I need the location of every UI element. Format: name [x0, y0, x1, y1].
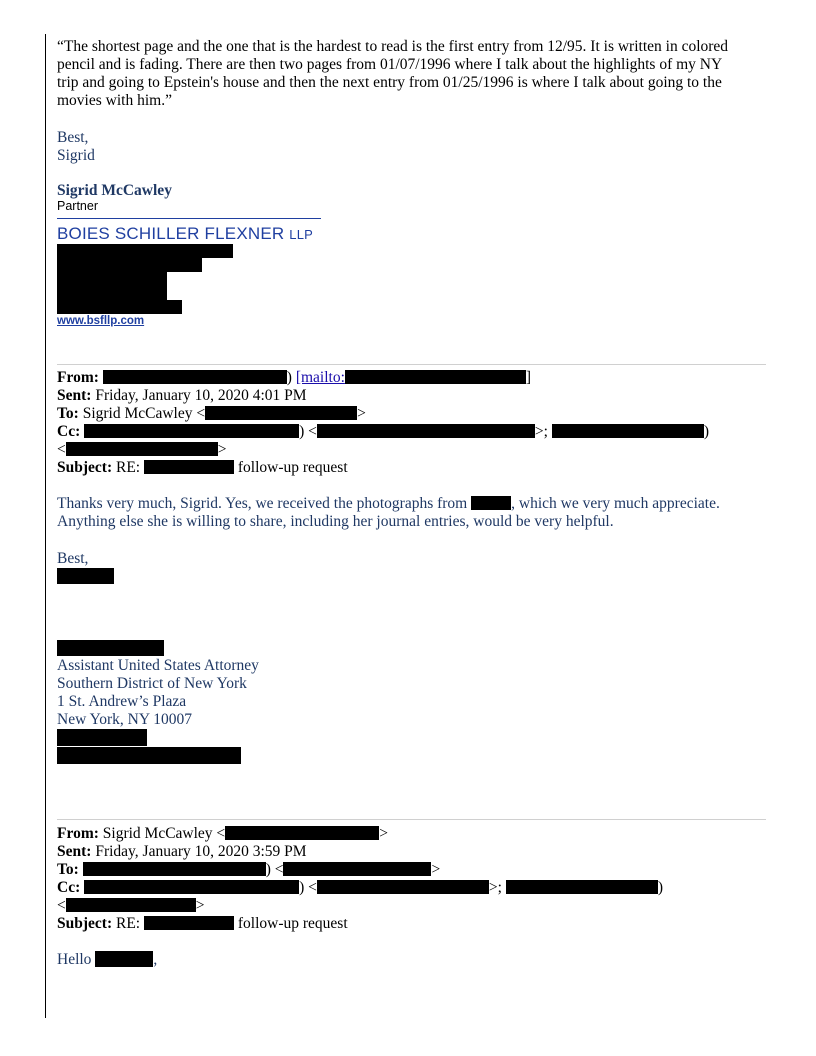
quoted-text-block	[57, 38, 728, 110]
redaction-box	[552, 424, 704, 438]
redaction-box	[225, 826, 379, 840]
greeting-text: Hello	[57, 951, 92, 968]
quote-line-4: movies with him.”	[57, 92, 172, 109]
quote-line-2: pencil and is fading. There are then two pages from 01/07/1996 where I talk about the highlights of my NY	[57, 56, 723, 73]
email-separator	[57, 364, 766, 365]
sent-value: Friday, January 10, 2020 4:01 PM	[95, 387, 307, 404]
greeting-line: Hello ,	[57, 951, 158, 968]
subject-label: Subject:	[57, 915, 113, 932]
mailto-link[interactable]: [mailto:	[295, 369, 345, 386]
firm-name: BOIES SCHILLER FLEXNER	[57, 224, 285, 243]
redaction-box	[57, 244, 233, 258]
redaction-box	[345, 370, 526, 384]
redaction-box	[57, 729, 147, 746]
quote-line-3: trip and going to Epstein's house and then the next entry from 01/25/1996 is where I talk about going to the	[57, 74, 722, 91]
redaction-box	[103, 370, 287, 384]
quote-line-1: “The shortest page and the one that is the hardest to read is the first entry from 12/95. It is written in colored	[57, 38, 729, 55]
left-margin-rule	[45, 34, 46, 1018]
signature-title: Assistant United States Attorney	[57, 657, 259, 674]
sent-label: Sent:	[57, 843, 92, 860]
redaction-box	[57, 640, 164, 656]
from-label: From:	[57, 369, 99, 386]
redaction-box	[84, 424, 299, 438]
redaction-box	[57, 272, 167, 286]
redaction-box	[144, 460, 234, 474]
subject-prefix: RE:	[115, 459, 141, 476]
signoff-block	[57, 129, 95, 165]
sent-row	[57, 843, 307, 861]
signoff-name: Sigrid	[57, 147, 95, 164]
signature-name: Sigrid McCawley	[57, 182, 172, 199]
redaction-box	[95, 951, 153, 967]
firm-logo	[57, 224, 313, 244]
redaction-box	[283, 862, 431, 876]
body-line-1: Thanks very much, Sigrid. Yes, we received the photographs from , which we very much appreciate.	[57, 495, 720, 512]
redaction-box	[57, 568, 114, 584]
redaction-box	[84, 880, 299, 894]
subject-suffix: follow-up request	[237, 915, 348, 932]
signature-address: 1 St. Andrew’s Plaza	[57, 693, 187, 710]
website-link[interactable]: www.bsfllp.com	[57, 315, 145, 327]
closing-text: Best,	[57, 129, 89, 146]
firm-divider	[57, 218, 321, 219]
from-row: From: Sigrid McCawley < >	[57, 825, 388, 842]
cc-row: Cc: ) < >; )	[57, 879, 664, 896]
sent-row	[57, 387, 307, 405]
signature-title: Partner	[57, 199, 98, 213]
from-row: From: ) [mailto: ]	[57, 369, 532, 386]
redaction-box	[317, 880, 489, 894]
from-label: From:	[57, 825, 99, 842]
subject-suffix: follow-up request	[237, 459, 348, 476]
subject-row	[57, 459, 348, 477]
cc-label: Cc:	[57, 879, 81, 896]
redaction-box	[57, 258, 202, 272]
redaction-box	[471, 496, 511, 510]
cc-row-continued: < >	[57, 441, 227, 458]
signature-city: New York, NY 10007	[57, 711, 193, 728]
body-line-2: Anything else she is willing to share, including her journal entries, would be very helpful.	[57, 513, 614, 530]
subject-label: Subject:	[57, 459, 113, 476]
redaction-box	[83, 862, 266, 876]
redaction-box	[57, 747, 241, 764]
to-label: To:	[57, 861, 79, 878]
from-value: Sigrid McCawley <	[102, 825, 226, 842]
redaction-box	[57, 286, 167, 300]
sent-label: Sent:	[57, 387, 92, 404]
subject-row	[57, 915, 348, 933]
redaction-box	[506, 880, 658, 894]
redaction-box	[57, 300, 182, 314]
closing-text: Best,	[57, 550, 89, 567]
redaction-box	[66, 442, 218, 456]
redaction-box	[144, 916, 234, 930]
to-row: To: Sigrid McCawley < >	[57, 405, 366, 422]
cc-label: Cc:	[57, 423, 81, 440]
email-separator	[57, 819, 766, 820]
signature-office: Southern District of New York	[57, 675, 247, 692]
cc-row: Cc: ) < >; )	[57, 423, 710, 440]
redaction-box	[317, 424, 535, 438]
redaction-box	[66, 898, 196, 912]
to-value: Sigrid McCawley <	[82, 405, 206, 422]
to-label: To:	[57, 405, 79, 422]
cc-row-continued: < >	[57, 897, 205, 914]
signature-block	[57, 657, 259, 729]
firm-suffix: LLP	[289, 227, 314, 242]
email-body	[57, 495, 720, 531]
to-row: To: ) < >	[57, 861, 441, 878]
redaction-box	[205, 406, 357, 420]
sent-value: Friday, January 10, 2020 3:59 PM	[95, 843, 307, 860]
subject-prefix: RE:	[115, 915, 141, 932]
